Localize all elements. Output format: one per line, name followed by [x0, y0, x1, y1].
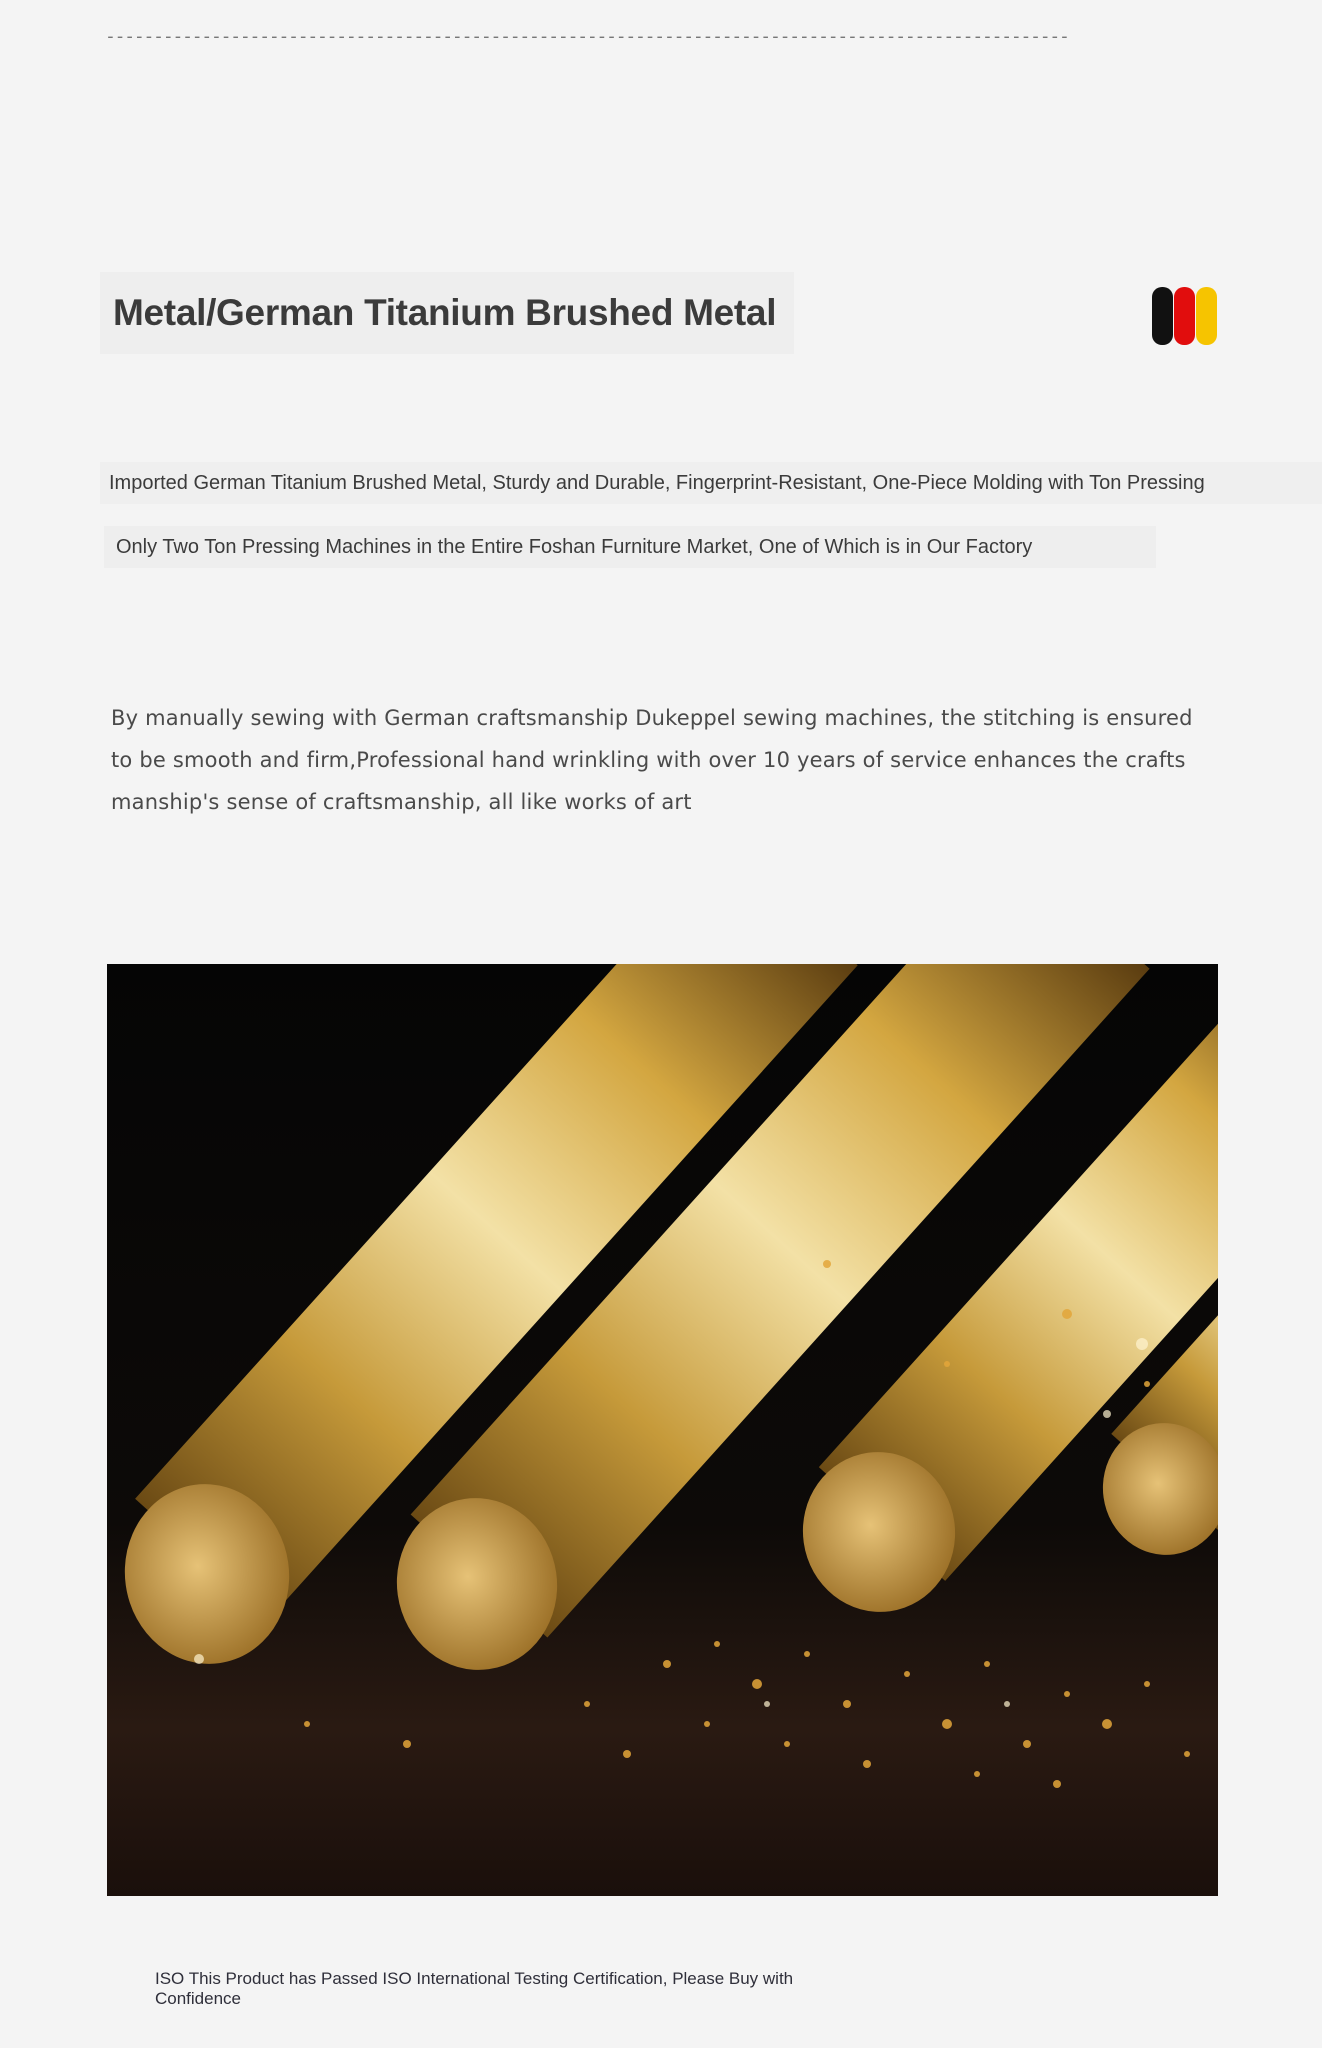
iso-certification-note: ISO This Product has Passed ISO International Testing Certification, Please Buy with Confidence [155, 1969, 794, 2008]
feature-line-1: Imported German Titanium Brushed Metal, Sturdy and Durable, Fingerprint-Resistant, One-Piece Molding with Ton Pressing [100, 462, 1322, 504]
section-title-box [100, 272, 794, 354]
section-title: Metal/German Titanium Brushed Metal [113, 292, 777, 333]
germany-flag-icon [1152, 287, 1218, 345]
feature-line-2: Only Two Ton Pressing Machines in the Entire Foshan Furniture Market, One of Which is in Our Factory [104, 526, 1156, 568]
description-line: to be smooth and firm,Professional hand wrinkling with over 10 years of service enhances the crafts [111, 748, 1186, 772]
top-dashed-divider: ---------------------------------------------------------------------------------------------------- [105, 26, 1069, 47]
description-line: manship's sense of craftsmanship, all like works of art [111, 790, 692, 814]
brushed-metal-rods-photo [107, 964, 1218, 1896]
craftsmanship-description [111, 697, 1201, 823]
description-line: By manually sewing with German craftsmanship Dukeppel sewing machines, the stitching is ensured [111, 706, 1193, 730]
